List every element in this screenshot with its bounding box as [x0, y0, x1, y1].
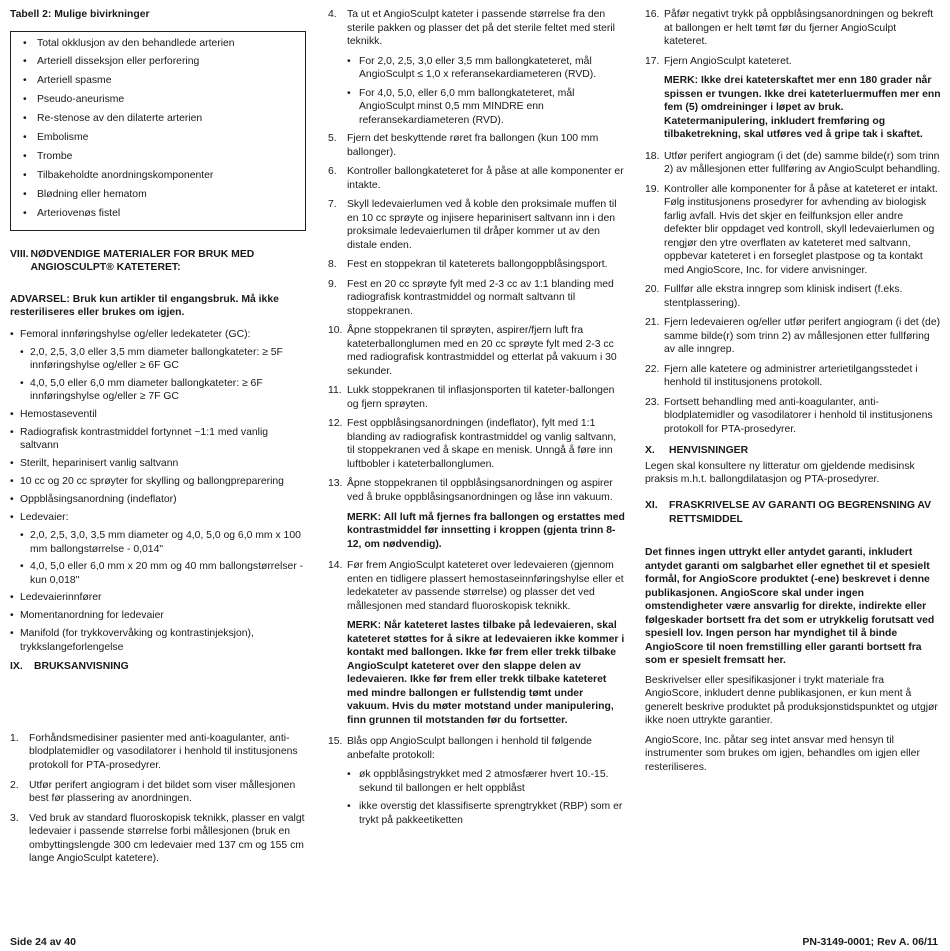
instruction-step: [328, 165, 626, 192]
step-subitem-text: ikke overstig det klassifiserte sprengtrykket (RBP) som er trykt på pakkeetiketten: [359, 801, 623, 826]
instructions-steps-1-3: [10, 732, 306, 866]
material-item: [10, 328, 306, 342]
note-step-13: MERK: All luft må fjernes fra ballongen og erstattes med kontrastmiddel før innsetting i kroppen (gjenta trinn 8-12, om nødvendig).: [347, 511, 625, 550]
material-subitem-text: 4,0, 5,0 eller 6,0 mm x 20 mm og 40 mm ballongstørrelser - kun 0,018": [30, 561, 304, 586]
material-subitem-text: 2,0, 2,5, 3,0, 3,5 mm diameter og 4,0, 5,0 og 6,0 mm x 100 mm ballongstørrelse - 0,014": [30, 530, 301, 555]
step-text: Utfør perifert angiogram (i det (de) samme bilde(r) som trinn 2) av mållesjonen etter fullføring av AngioSculpt behandling.: [664, 150, 941, 176]
instructions-steps-5-13: [328, 132, 626, 504]
bullet-icon: •: [23, 75, 27, 87]
bullet-icon: •: [10, 610, 14, 622]
step-number: 1.: [10, 732, 19, 744]
bullet-icon: •: [347, 87, 351, 99]
material-item: [10, 493, 306, 507]
step-text: Utfør perifert angiogram i det bildet som viser mållesjonen best før plassering av anordningen.: [29, 779, 296, 805]
table2-title: Tabell 2: Mulige bivirkninger: [10, 9, 150, 20]
step-subitem: [328, 55, 626, 82]
bullet-icon: •: [23, 37, 27, 49]
step-text: Fjern ledevaieren og/eller utfør perifert angiogram (i det (de) samme bilde(r) som trinn 2) av mållesjonen etter fullføring av alle inngrep.: [664, 317, 941, 356]
step-number: 4.: [328, 9, 337, 20]
side-effect-text: Tilbakeholdte anordningskomponenter: [37, 169, 214, 181]
material-text: Femoral innføringshylse og/eller ledekateter (GC):: [20, 328, 251, 340]
section8-warning: ADVARSEL: Bruk kun artikler til engangsbruk. Må ikke resteriliseres eller brukes om igjen.: [10, 293, 279, 319]
instruction-step: [645, 8, 941, 49]
step-number: 21.: [645, 317, 660, 329]
step-number: 14.: [328, 560, 343, 572]
section11-title: FRASKRIVELSE AV GARANTI OG BEGRENSNING AV RETTSMIDDEL: [669, 499, 932, 525]
step-number: 17.: [645, 55, 660, 67]
material-text: Oppblåsingsanordning (indeflator): [20, 494, 177, 506]
bullet-icon: •: [20, 346, 24, 358]
side-effect-text: Total okklusjon av den behandlede arterien: [37, 37, 235, 49]
step-subitem-text: øk oppblåsingstrykket med 2 atmosfærer hvert 10.-15. sekund til ballongen er helt oppblåst: [359, 769, 609, 794]
side-effect-text: Trombe: [37, 150, 73, 162]
step-subitem-text: For 4,0, 5,0, eller 6,0 mm ballongkateteret, mål AngioSculpt minst 0,5 mm MINDRE enn referansekardiameteren (RVD).: [359, 87, 575, 126]
material-text: Momentanordning for ledevaier: [20, 610, 164, 622]
material-item: [10, 511, 306, 525]
material-subitem: [10, 560, 306, 587]
section8-title: NØDVENDIGE MATERIALER FOR BRUK MED ANGIOSCULPT® KATETERET:: [30, 248, 255, 274]
bullet-icon: •: [23, 188, 27, 200]
bullet-icon: •: [10, 328, 14, 340]
step-text: Fjern AngioSculpt kateteret.: [664, 55, 792, 67]
section11-para2: AngioScore, Inc. påtar seg intet ansvar med hensyn til instrumenter som brukes om igjen, behandles om igjen eller resteriliseres.: [645, 734, 920, 773]
material-item: [10, 591, 306, 605]
step-number: 3.: [10, 812, 19, 824]
bullet-icon: •: [23, 169, 27, 181]
step-number: 9.: [328, 278, 337, 290]
instruction-step: [328, 324, 626, 378]
step-text: Ta ut et AngioSculpt kateter i passende størrelse fra den sterile pakken og plasser det på det sterile feltet med steril teknikk.: [347, 9, 615, 48]
step-number: 11.: [328, 385, 342, 397]
bullet-icon: •: [23, 94, 27, 106]
step-16: [645, 8, 941, 49]
material-item: [10, 408, 306, 422]
section11-heading: [645, 499, 941, 526]
bullet-icon: •: [347, 801, 351, 813]
column-left: [10, 8, 306, 872]
step-text: Fortsett behandling med anti-koagulanter, anti-blodplatemidler og vasodilatorer i henhold til institusjonens protokoll for PTA-prosedyrer.: [664, 396, 933, 435]
step-number: 2.: [10, 779, 19, 791]
step-text: Ved bruk av standard fluoroskopisk teknikk, plasser en valgt ledevaier i passende størrelse forbi mållesjonen (bruk en ombyttingslengde 300 cm ledevaier med 137 cm og 155 cm lange AngioSculpt katetere).: [29, 812, 305, 865]
step-14: [328, 559, 626, 613]
instruction-step: [328, 8, 626, 49]
material-text: Ledevaier:: [20, 512, 69, 524]
bullet-icon: •: [10, 494, 14, 506]
document-number: PN-3149-0001; Rev A. 06/11: [802, 936, 938, 948]
step-text: Åpne stoppekranen til oppblåsingsanordningen og aspirer ved å bruke oppblåsingsanordningen og låse inn vakuum.: [347, 478, 613, 503]
step-text: Fest en 20 cc sprøyte fylt med 2-3 cc av 1:1 blanding med radiografisk kontrastmiddel og normalt saltvann til stoppekranen.: [347, 278, 614, 317]
step-number: 7.: [328, 199, 337, 211]
bullet-icon: •: [10, 458, 14, 470]
material-item: [10, 457, 306, 471]
instruction-step: [645, 183, 941, 278]
step-text: Kontroller ballongkateteret for å påse at alle komponenter er intakte.: [347, 166, 624, 191]
section9-heading: [10, 660, 306, 674]
side-effect-text: Arteriell spasme: [37, 75, 112, 87]
step-number: 15.: [328, 736, 343, 748]
step-text: Lukk stoppekranen til inflasjonsporten til kateter-ballongen og fjern sprøyten.: [347, 385, 615, 410]
material-item: [10, 609, 306, 623]
step-number: 19.: [645, 183, 660, 195]
bullet-icon: •: [347, 769, 351, 781]
material-subitem: [10, 346, 306, 373]
step-number: 8.: [328, 259, 337, 271]
instruction-step: [328, 477, 626, 504]
table2-box: [10, 31, 306, 231]
instruction-step: [328, 258, 626, 272]
step-text: Fullfør alle ekstra inngrep som klinisk indisert (f.eks. stentplassering).: [664, 284, 903, 309]
side-effect-text: Blødning eller hematom: [37, 188, 147, 200]
bullet-icon: •: [10, 592, 14, 604]
side-effect-item: [23, 150, 299, 164]
material-text: Ledevaierinnfører: [20, 592, 102, 604]
step-17: [645, 55, 941, 69]
note-step-14: MERK: Når kateteret lastes tilbake på ledevaieren, skal kateteret støttes for å sikre at ledevaieren ikke kommer i kontakt med ballongen. Ikke før frem eller trekk tilbake AngioSculpt kateteret over den slappe delen av ledevaieren. Ikke før frem eller trekk tilbake kateteret med mindre ballongen er fullstendig tømt under vakuum. Hvis du møter motstand under manipulering, finn grunnen til motstanden før du fortsetter.: [347, 620, 625, 726]
bullet-icon: •: [20, 530, 24, 542]
step-subitem: [328, 87, 626, 128]
step-text: Forhåndsmedisiner pasienter med anti-koagulanter, anti-blodplatemidler og vasodilatorer i henhold til institusjonens protokoll for PTA-prosedyrer.: [29, 732, 298, 771]
side-effect-item: [23, 74, 299, 88]
step-number: 18.: [645, 150, 660, 162]
note-step-17: MERK: Ikke drei kateterskaftet mer enn 180 grader når spissen er tvungen. Ikke drei kateterluermuffen mer enn fem (5) omdreininger i løpet av bruk. Katetermanipulering, inkludert fremføring og tilbaketrekning, skal utføres ved å gripe tak i skaftet.: [664, 75, 941, 141]
step-number: 20.: [645, 284, 660, 296]
step-text: Fjern det beskyttende røret fra ballongen (kun 100 mm ballonger).: [347, 133, 599, 158]
page-number: Side 24 av 40: [10, 936, 76, 948]
warranty-disclaimer: Det finnes ingen uttrykt eller antydet garanti, inkludert antydet garanti om salgbarhet eller egnethet til et spesielt formål, for AngioScore produktet (-ene) beskrevet i denne publikasjonen. AngioScore skal under ingen omstendigheter være ansvarlig for direkte, indirekte eller følgeskader bortsett fra det som er utrykkelig forutsatt ved spesiell lov. Ingen person har myndighet til å binde AngioScore til noen fremstilling eller garanti bortsett fra som er spesielt fremsatt her.: [645, 547, 935, 667]
bullet-icon: •: [23, 113, 27, 125]
bullet-icon: •: [10, 628, 14, 640]
bullet-icon: •: [23, 150, 27, 162]
section8-number: VIII.: [10, 248, 29, 260]
instruction-step: [645, 283, 941, 310]
step-text: Skyll ledevaierlumen ved å koble den proksimale muffen til en 10 cc sprøyte og injisere heparinisert saltvann inn i den proksimale ledevaierlumen til dråper kommer ut av den distale enden.: [347, 199, 617, 251]
side-effect-item: [23, 112, 299, 126]
material-text: 10 cc og 20 cc sprøyter for skylling og ballongpreparering: [20, 476, 284, 488]
step-text: Blås opp AngioSculpt ballongen i henhold til følgende anbefalte protokoll:: [347, 736, 592, 761]
side-effect-item: [23, 37, 299, 51]
material-item: [10, 426, 306, 453]
instruction-step: [328, 735, 626, 762]
bullet-icon: •: [23, 56, 27, 68]
step-number: 13.: [328, 478, 343, 490]
side-effect-text: Arteriell disseksjon eller perforering: [37, 56, 200, 68]
section8-heading: [10, 248, 306, 275]
step-text: Åpne stoppekranen til sprøyten, aspirer/fjern luft fra kateterballonglumen med en 20 cc sprøyte fylt med 2-3 cc med radiografisk kontrastmiddel og etterlat på vakuum i 30 sekunder.: [347, 325, 617, 377]
side-effect-text: Re-stenose av den dilaterte arterien: [37, 113, 203, 125]
step-subitem-text: For 2,0, 2,5, 3,0 eller 3,5 mm ballongkateteret, mål AngioSculpt ≤ 1,0 x referansekardiameteren (RVD).: [359, 55, 597, 81]
material-text: Hemostaseventil: [20, 408, 97, 420]
section10-title: HENVISNINGER: [669, 445, 749, 457]
instruction-step: [645, 316, 941, 357]
instruction-step: [328, 198, 626, 252]
step-number: 6.: [328, 166, 337, 178]
bullet-icon: •: [23, 207, 27, 219]
step-15: [328, 735, 626, 827]
instruction-step: [328, 278, 626, 319]
bullet-icon: •: [10, 476, 14, 488]
step-number: 12.: [328, 418, 343, 430]
column-right: [645, 8, 941, 780]
material-text: Sterilt, heparinisert vanlig saltvann: [20, 458, 179, 470]
bullet-icon: •: [20, 377, 24, 389]
bullet-icon: •: [10, 426, 14, 438]
step-text: Fest en stoppekran til kateterets ballongoppblåsingsport.: [347, 259, 608, 271]
step-text: Påfør negativt trykk på oppblåsingsanordningen og bekreft at ballongen er helt tømt før du fjerner AngioSculpt kateteret.: [664, 9, 934, 48]
material-subitem: [10, 377, 306, 404]
section11-para1: Beskrivelser eller spesifikasjoner i trykt materiale fra AngioScore, inkludert denne publikasjonen, er kun ment å generelt beskrive produktet på produksjonstidspunktet og utgjør ikke noen uttrykte garantier.: [645, 674, 938, 727]
material-item: [10, 627, 306, 654]
material-text: Radiografisk kontrastmiddel fortynnet ~1:1 med vanlig saltvann: [20, 426, 269, 452]
step-text: Fest oppblåsingsanordningen (indeflator), fylt med 1:1 blanding av radiografisk kontrastmiddel og vanlig saltvann, til stoppekranen ved å skape en menisk. Unngå å føre inn luftbobler i kateterballonglumen.: [347, 418, 617, 470]
section10-number: X.: [645, 445, 655, 457]
instruction-step: [10, 732, 306, 773]
bullet-icon: •: [10, 408, 14, 420]
bullet-icon: •: [20, 561, 24, 573]
section11-number: XI.: [645, 499, 658, 511]
instruction-step: [328, 559, 626, 613]
step-number: 16.: [645, 9, 660, 20]
instruction-step: [645, 396, 941, 437]
step-subitem: [328, 768, 626, 795]
instruction-step: [328, 417, 626, 471]
instructions-steps-18-23: [645, 150, 941, 437]
step-text: Kontroller alle komponenter for å påse at kateteret er intakt. Følg institusjonens prosedyrer for avhending av biologisk farlig avfall. Hvis det skjer en feilfunksjon eller andre defekter blir oppdaget ved kontroll, skyll ledevaierlumen og rengjør den ytre overflaten av kateteret med saltvann, oppbevar kateteret i en forseglet plastpose og ta kontakt med AngioScore, Inc. for videre anvisninger.: [664, 183, 938, 276]
bullet-icon: •: [347, 55, 351, 67]
instruction-step: [328, 384, 626, 411]
bullet-icon: •: [10, 512, 14, 524]
material-subitem-text: 4,0, 5,0 eller 6,0 mm diameter ballongkateter: ≥ 6F innføringshylse og/eller ≥ 7F GC: [30, 377, 263, 403]
instruction-step: [645, 55, 941, 69]
section10-text: Legen skal konsultere ny litteratur om gjeldende medisinsk praksis m.h.t. ballongdilatasjon og PTA-prosedyrer.: [645, 460, 915, 486]
step-number: 22.: [645, 363, 660, 375]
material-subitem: [10, 529, 306, 556]
side-effect-text: Pseudo-aneurisme: [37, 94, 125, 106]
side-effect-item: [23, 188, 299, 202]
step-text: Fjern alle katetere og administrer arterietilgangsstedet i henhold til institusjonens protokoll.: [664, 363, 918, 389]
instruction-step: [10, 779, 306, 806]
instruction-step: [328, 132, 626, 159]
side-effect-item: [23, 207, 299, 221]
instruction-step: [10, 812, 306, 866]
side-effect-item: [23, 131, 299, 145]
material-text: Manifold (for trykkovervåking og kontrastinjeksjon), trykkslangeforlengelse: [20, 628, 254, 653]
side-effect-item: [23, 93, 299, 107]
materials-list: [10, 328, 306, 655]
step-number: 5.: [328, 133, 337, 145]
section10-heading: [645, 444, 941, 458]
material-item: [10, 475, 306, 489]
side-effect-text: Embolisme: [37, 132, 89, 144]
side-effect-text: Arteriovenøs fistel: [37, 207, 121, 219]
material-subitem-text: 2,0, 2,5, 3,0 eller 3,5 mm diameter ballongkateter: ≥ 5F innføringshylse og/eller ≥ 6F GC: [30, 346, 283, 372]
step-text: Før frem AngioSculpt kateteret over ledevaieren (gjennom enten en tidligere plassert hemostaseinnføringshylse eller et ledekateter av passende størrelse) og plasser det ved mållesjonen med standard fluoroskopisk teknikk.: [347, 560, 624, 612]
side-effect-item: [23, 169, 299, 183]
step-subitem: [328, 800, 626, 827]
step-number: 23.: [645, 396, 660, 408]
instruction-step: [645, 363, 941, 390]
bullet-icon: •: [23, 132, 27, 144]
side-effect-item: [23, 55, 299, 69]
step-number: 10.: [328, 325, 343, 337]
instruction-step: [645, 150, 941, 177]
step-4: [328, 8, 626, 127]
column-middle: [328, 8, 626, 832]
section9-title: BRUKSANVISNING: [34, 661, 129, 673]
section9-number: IX.: [10, 661, 23, 673]
